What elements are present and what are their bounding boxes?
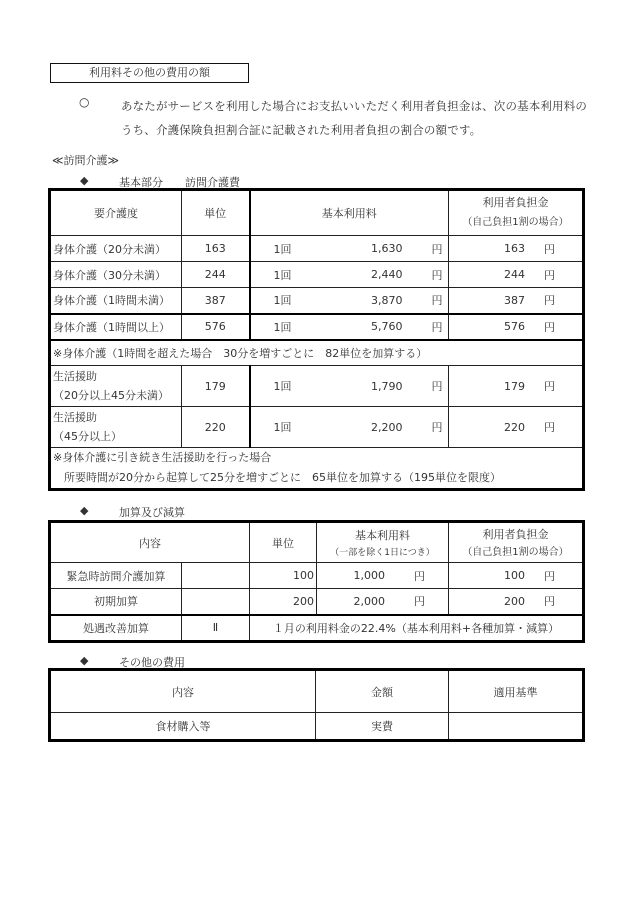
section-title-box: 利用料その他の費用の額 [50,63,249,83]
table-row: 身体介護（30分未満） 244 1回 2,440 円 244 円 [51,262,583,288]
note-row [51,340,583,366]
header-unit: 単位 [250,523,317,563]
header-level: 要介護度 [51,191,182,236]
additions-section-heading: 加算及び減算 [119,506,185,519]
table-row: 処遇改善加算 Ⅱ １月の利用料金の22.4%（基本利用料+各種加算・減算） [51,615,583,641]
table-row: 身体介護（20分未満） 163 1回 1,630 円 163 円 [51,236,583,262]
table-row: 初期加算 200 2,000 円 200 円 [51,589,583,615]
header-unit: 単位 [182,191,250,236]
overtime-note: ※身体介護（1時間を超えた場合 30分を増すごとに 82単位を加算する） [51,340,583,366]
additions-table [50,522,583,641]
diamond-bullet-icon: ◆ [80,174,89,187]
diamond-bullet-icon: ◆ [80,654,89,667]
header-fee: 基本利用料 （一部を除く1日につき） [317,523,449,563]
table-header-row [51,671,583,713]
header-fee: 基本利用料 [250,191,449,236]
circle-bullet-icon: ○ [79,95,90,109]
table-row: 食材購入等 実費 [51,713,583,740]
table-row: 身体介護（1時間以上） 576 1回 5,760 円 576 円 [51,314,583,340]
header-amount: 金額 [316,671,449,713]
service-section-label: ≪訪問介護≫ [52,154,120,167]
basic-section-heading: 基本部分 訪問介護費 [119,176,240,189]
header-pay: 利用者負担金 （自己負担1割の場合） [449,191,583,236]
other-fees-table [50,670,583,740]
table-header-row [51,523,583,563]
table-header-row [51,191,583,236]
table-row: 生活援助 （20分以上45分未満） 179 1回 1,790 円 179 円 [51,366,583,407]
table-row: 生活援助 （45分以上） 220 1回 2,200 円 220 円 [51,407,583,448]
header-criteria: 適用基準 [449,671,583,713]
intro-paragraph: あなたがサービスを利用した場合にお支払いいただく利用者負担金は、次の基本利用料のうち、介護保険負担割合証に記載された利用者負担の割合の額です。 [121,99,587,137]
diamond-bullet-icon: ◆ [80,504,89,517]
header-content: 内容 [51,671,316,713]
table-row: 身体介護（1時間未満） 387 1回 3,870 円 387 円 [51,288,583,314]
table-row: 緊急時訪問介護加算 100 1,000 円 100 円 [51,563,583,589]
basic-fee-table [50,190,583,489]
treatment-description: １月の利用料金の22.4%（基本利用料+各種加算・減算） [250,615,583,641]
combined-care-note: ※身体介護に引き続き生活援助を行った場合 所要時間が20分から起算して25分を増すごとに 65単位を加算する（195単位を限度） [51,448,583,489]
header-content: 内容 [51,523,250,563]
header-pay: 利用者負担金 （自己負担1割の場合） [449,523,583,563]
other-section-heading: その他の費用 [119,656,185,669]
note-row [51,448,583,489]
